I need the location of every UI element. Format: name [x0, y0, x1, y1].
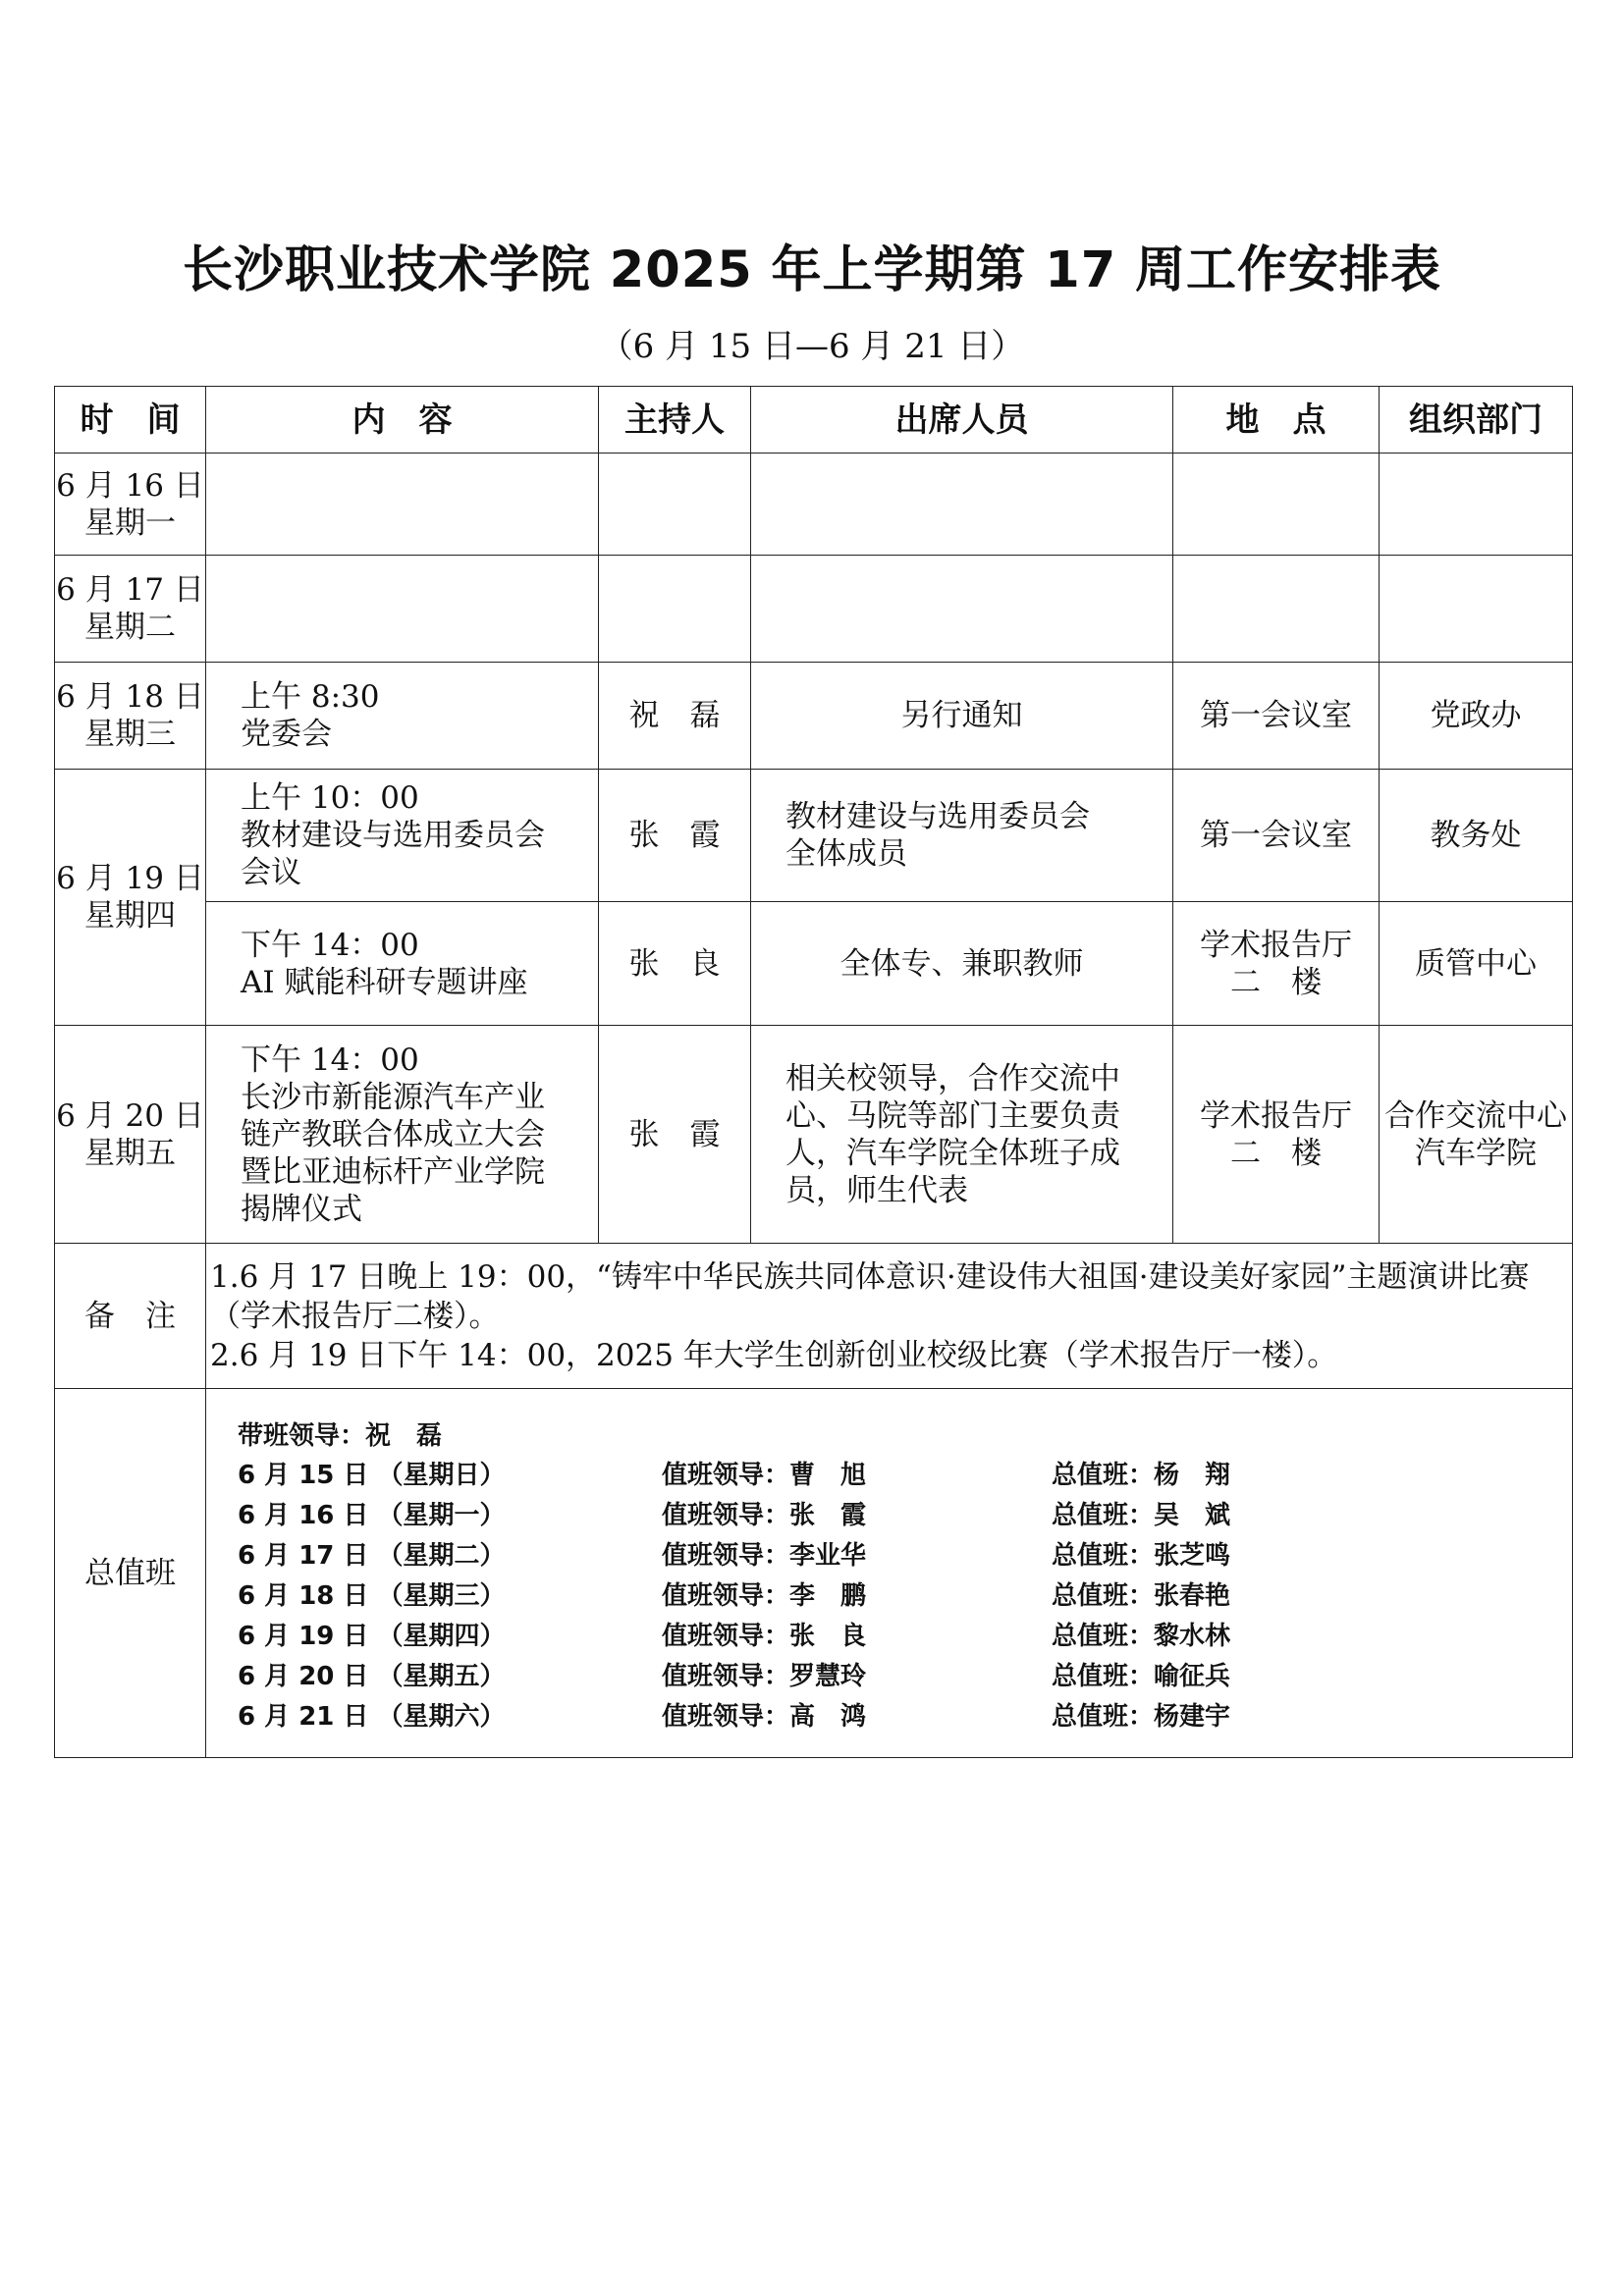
day-date: 6 月 16 日 [56, 467, 204, 504]
event-time: 下午 14：00 [241, 1041, 419, 1078]
page-title: 长沙职业技术学院 2025 年上学期第 17 周工作安排表 [183, 241, 1441, 299]
event-location: 第一会议室 [1173, 770, 1380, 902]
duty-label: 总值班 [55, 1389, 206, 1758]
duty-day: 6 月 19 日 （星期四） [238, 1622, 506, 1651]
attendees-line: 全体成员 [785, 836, 907, 872]
date-range: （6 月 15 日—6 月 21 日） [599, 327, 1025, 366]
notes-content [206, 1244, 1573, 1389]
department-line: 汽车学院 [1415, 1135, 1537, 1171]
list-item [206, 1496, 1572, 1536]
day-cell [55, 556, 206, 663]
duty-row [55, 1389, 1573, 1758]
day-weekday: 星期五 [84, 1135, 176, 1171]
event-title: 党委会 [241, 717, 332, 752]
location-line: 二 楼 [1230, 964, 1322, 1000]
header-location: 地 点 [1173, 387, 1380, 454]
event-content [206, 770, 599, 902]
event-title-line: 会议 [241, 855, 301, 890]
day-weekday: 星期二 [84, 610, 176, 645]
notes-label: 备 注 [55, 1244, 206, 1389]
event-title-line: 链产教联合体成立大会 [241, 1116, 545, 1152]
day-cell [55, 663, 206, 770]
event-attendees: 全体专、兼职教师 [751, 902, 1173, 1026]
event-location [1173, 902, 1380, 1026]
location-line: 学术报告厅 [1200, 1097, 1352, 1134]
duty-leader: 值班领导：张 良 [662, 1622, 867, 1651]
list-item [206, 1536, 1572, 1576]
attendees-line: 教材建设与选用委员会 [785, 799, 1090, 834]
duty-leader: 值班领导：李业华 [662, 1541, 867, 1571]
list-item [206, 1657, 1572, 1697]
event-host: 张 良 [599, 902, 751, 1026]
event-host: 张 霞 [599, 770, 751, 902]
event-department: 党政办 [1380, 663, 1573, 770]
notes-row [55, 1244, 1573, 1389]
duty-leader: 值班领导：高 鸿 [662, 1702, 867, 1732]
schedule-table [54, 386, 1573, 1758]
event-attendees [751, 770, 1173, 902]
duty-chief: 总值班：杨建宇 [1052, 1702, 1231, 1732]
event-location [1173, 1026, 1380, 1244]
header-attendees: 出席人员 [751, 387, 1173, 454]
event-title-line: 揭牌仪式 [241, 1191, 362, 1227]
department-line: 合作交流中心 [1384, 1097, 1567, 1134]
header-department: 组织部门 [1380, 387, 1573, 454]
note-line: 2.6 月 19 日下午 14：00，2025 年大学生创新创业校级比赛（学术报告厅一楼）。 [210, 1337, 1338, 1373]
list-item [206, 1456, 1572, 1496]
table-row [55, 663, 1573, 770]
list-item [206, 1576, 1572, 1617]
table-row [55, 556, 1573, 663]
day-date: 6 月 18 日 [56, 679, 204, 715]
event-content [206, 663, 599, 770]
attendees-line: 心、马院等部门主要负责 [785, 1097, 1120, 1134]
location-line: 二 楼 [1230, 1135, 1322, 1171]
table-row [55, 770, 1573, 902]
table-row [55, 902, 1573, 1026]
day-date: 6 月 17 日 [56, 572, 204, 608]
event-time: 下午 14：00 [241, 927, 419, 963]
duty-chief: 总值班：张春艳 [1052, 1581, 1231, 1611]
event-department: 质管中心 [1380, 902, 1573, 1026]
event-location: 第一会议室 [1173, 663, 1380, 770]
header-row [55, 387, 1573, 454]
table-row [55, 1026, 1573, 1244]
event-title-line: 长沙市新能源汽车产业 [241, 1079, 545, 1115]
attendees-line: 员，师生代表 [785, 1172, 968, 1208]
day-date: 6 月 20 日 [56, 1097, 204, 1134]
duty-chief: 总值班：张芝鸣 [1052, 1541, 1231, 1571]
duty-leader: 值班领导：罗慧玲 [662, 1662, 867, 1691]
day-weekday: 星期四 [84, 898, 176, 934]
duty-leader: 值班领导：张 霞 [662, 1501, 867, 1530]
table-row [55, 454, 1573, 556]
duty-chief: 总值班：黎水林 [1052, 1622, 1231, 1651]
duty-lead-leader: 带班领导：祝 磊 [238, 1421, 443, 1451]
duty-leader: 值班领导：曹 旭 [662, 1461, 867, 1490]
header-time: 时 间 [55, 387, 206, 454]
duty-content [206, 1389, 1573, 1758]
duty-day: 6 月 16 日 （星期一） [238, 1501, 506, 1530]
day-cell [55, 770, 206, 1026]
duty-leader: 值班领导：李 鹏 [662, 1581, 867, 1611]
event-attendees: 另行通知 [751, 663, 1173, 770]
event-host: 祝 磊 [599, 663, 751, 770]
day-cell [55, 454, 206, 556]
location-line: 学术报告厅 [1200, 927, 1352, 963]
event-attendees [751, 1026, 1173, 1244]
header-content: 内 容 [206, 387, 599, 454]
event-host: 张 霞 [599, 1026, 751, 1244]
list-item [206, 1617, 1572, 1657]
attendees-line: 人，汽车学院全体班子成 [785, 1135, 1120, 1171]
duty-chief: 总值班：吴 斌 [1052, 1501, 1231, 1530]
list-item [206, 1697, 1572, 1737]
event-title-line: 教材建设与选用委员会 [241, 818, 545, 853]
day-cell [55, 1026, 206, 1244]
event-title-line: 暨比亚迪标杆产业学院 [241, 1153, 545, 1190]
duty-day: 6 月 15 日 （星期日） [238, 1461, 506, 1490]
event-department: 教务处 [1380, 770, 1573, 902]
note-line: 1.6 月 17 日晚上 19：00，“铸牢中华民族共同体意识·建设伟大祖国·建设美好家园”主题演讲比赛（学术报告厅二楼）。 [210, 1258, 1530, 1334]
event-time: 上午 10：00 [241, 780, 419, 816]
duty-chief: 总值班：杨 翔 [1052, 1461, 1231, 1490]
header-host: 主持人 [599, 387, 751, 454]
duty-day: 6 月 18 日 （星期三） [238, 1581, 506, 1611]
day-weekday: 星期三 [84, 717, 176, 752]
event-department [1380, 1026, 1573, 1244]
day-weekday: 星期一 [84, 505, 176, 541]
attendees-line: 相关校领导，合作交流中 [785, 1060, 1120, 1096]
event-time: 上午 8:30 [241, 679, 380, 715]
event-content [206, 1026, 599, 1244]
day-date: 6 月 19 日 [56, 861, 204, 896]
duty-day: 6 月 21 日 （星期六） [238, 1702, 506, 1732]
duty-chief: 总值班：喻征兵 [1052, 1662, 1231, 1691]
event-title: AI 赋能科研专题讲座 [241, 964, 528, 1000]
duty-day: 6 月 17 日 （星期二） [238, 1541, 506, 1571]
duty-day: 6 月 20 日 （星期五） [238, 1662, 506, 1691]
event-content [206, 902, 599, 1026]
